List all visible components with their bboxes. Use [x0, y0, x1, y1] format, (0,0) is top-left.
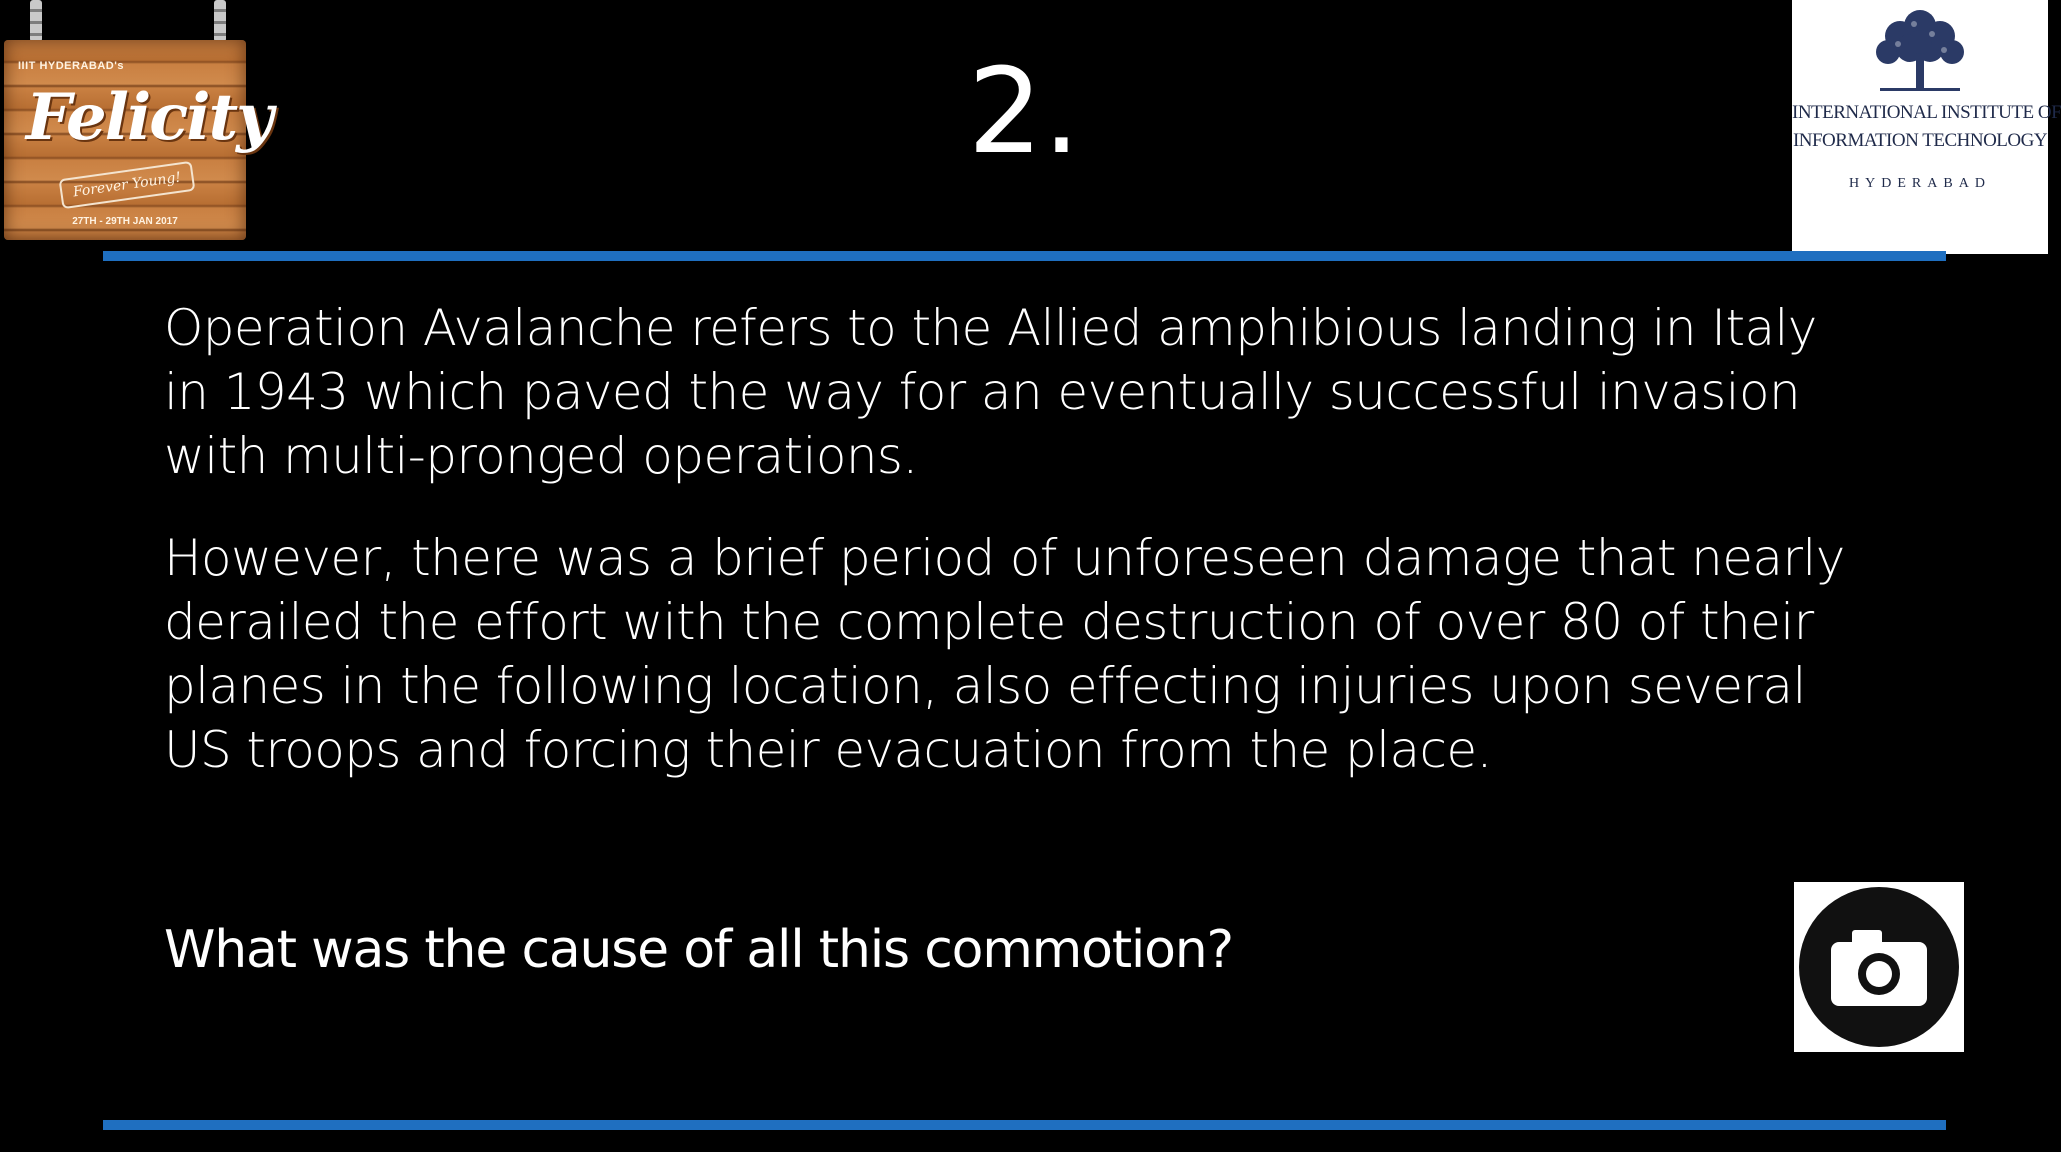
sign-chain-left: [30, 0, 42, 42]
institute-name-line1: INTERNATIONAL INSTITUTE OF: [1792, 102, 2061, 123]
slide-paragraph-1: Operation Avalanche refers to the Allied amphibious landing in Italy in 1943 which paved the way for an eventually successful invasion with multi-pronged operations.: [164, 299, 1817, 485]
sign-dates: 27TH - 29TH JAN 2017: [72, 216, 178, 227]
sign-title: Felicity: [26, 80, 272, 155]
top-divider: [103, 251, 1946, 261]
camera-icon: [1794, 882, 1964, 1052]
bottom-divider: [103, 1120, 1946, 1130]
tree-icon: [1870, 4, 1970, 94]
institute-city: HYDERABAD: [1849, 176, 1991, 191]
slide-number: 2.: [967, 42, 1081, 180]
institute-logo: [1792, 0, 2061, 254]
institute-name-line2: INFORMATION TECHNOLOGY: [1792, 130, 2048, 151]
camera-button[interactable]: [1794, 882, 1964, 1052]
slide-paragraph-2: However, there was a brief period of unforeseen damage that nearly derailed the effort with the complete destruction of over 80 of their planes in the following location, also effecting injuries upon several US troops and forcing their evacuation from the place.: [164, 529, 1845, 779]
sign-tagline: Forever Young!: [59, 161, 196, 209]
slide-question: What was the cause of all this commotion?: [164, 920, 1233, 980]
sign-chain-right: [214, 0, 226, 42]
sign-top-text: IIIT HYDERABAD's: [18, 60, 124, 72]
